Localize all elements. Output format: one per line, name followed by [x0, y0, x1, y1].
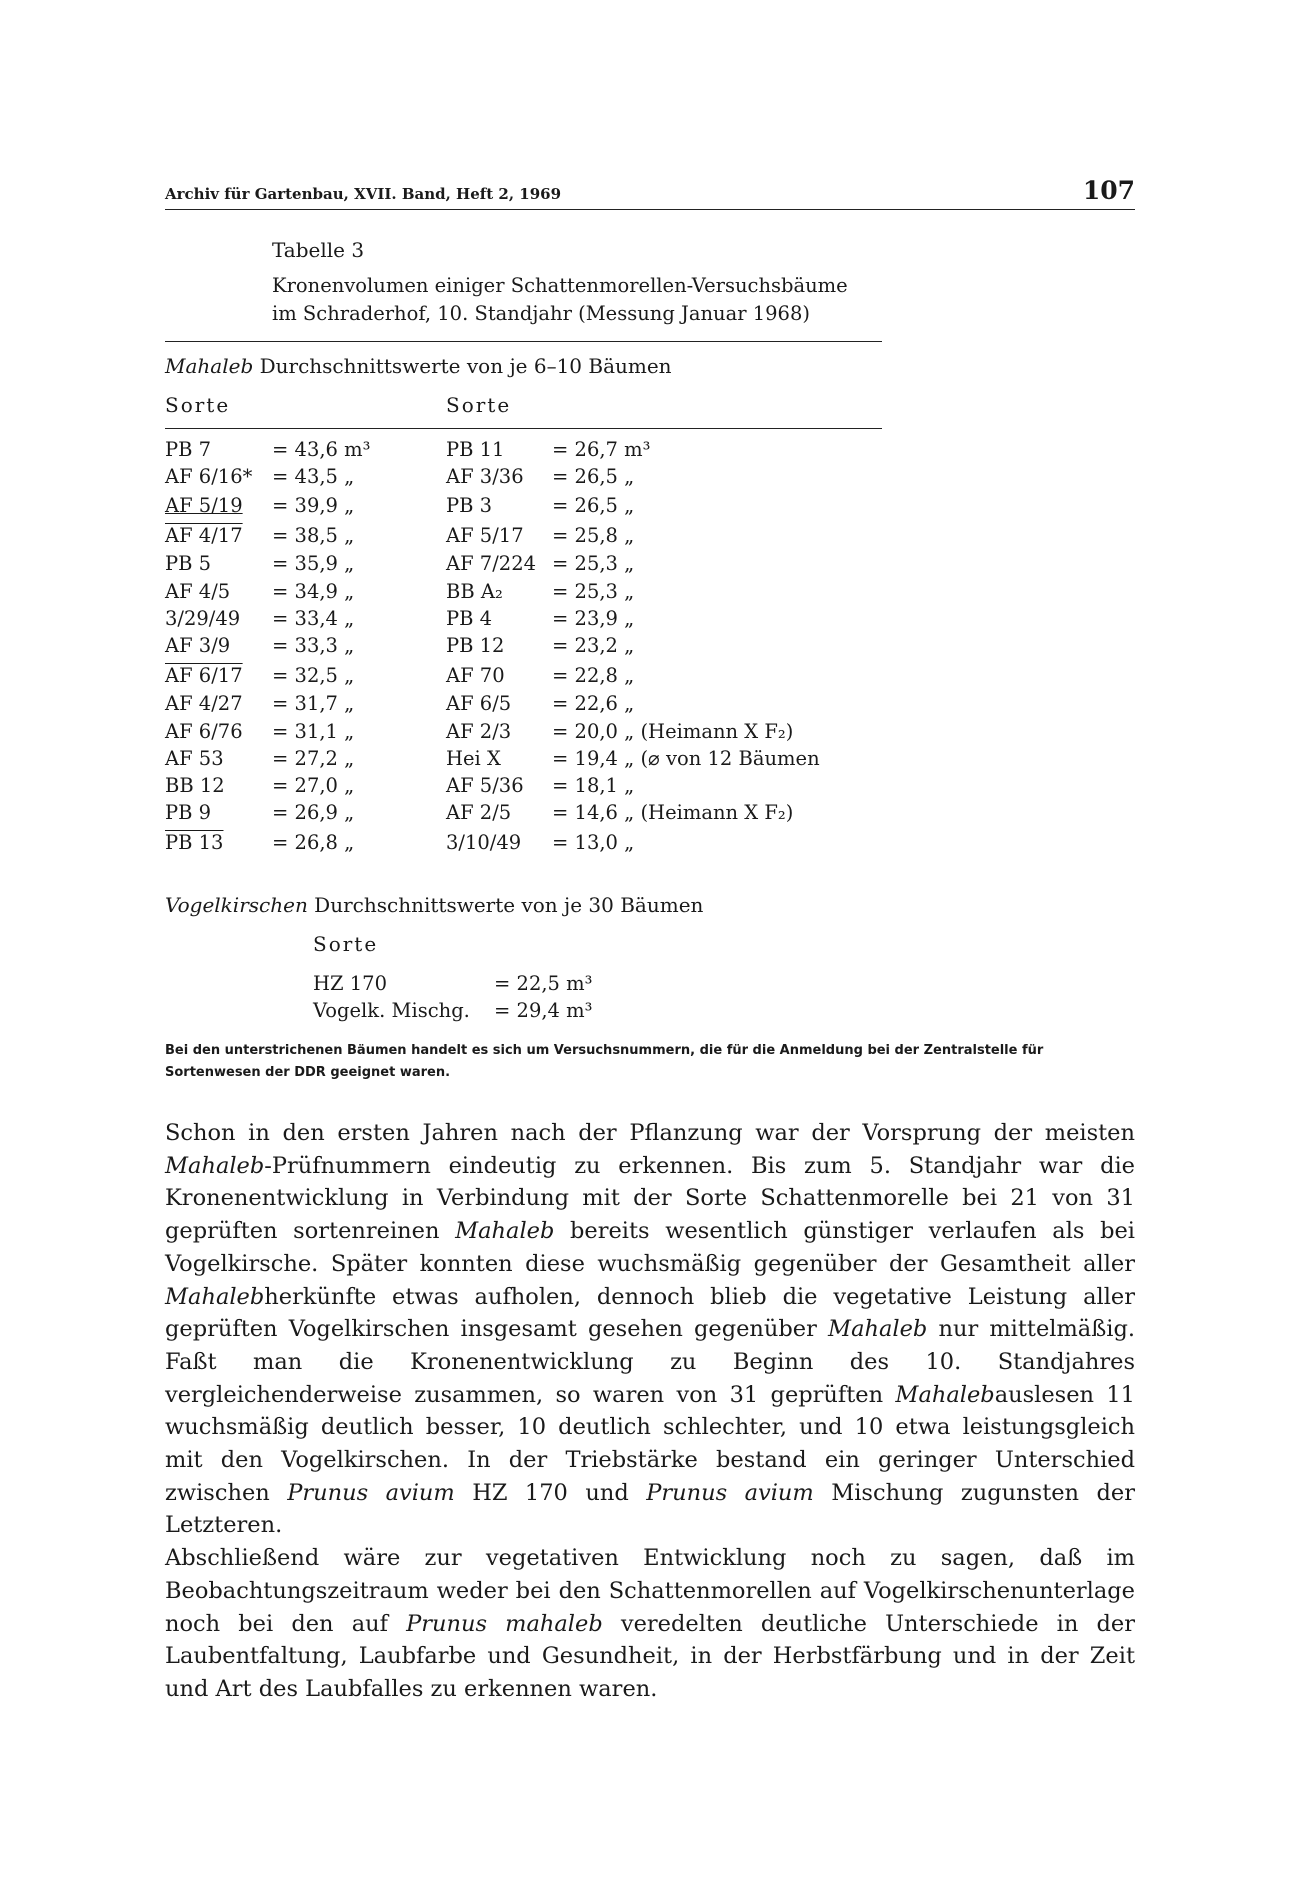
table-caption-line: im Schraderhof, 10. Standjahr (Messung Januar 1968)	[272, 302, 810, 325]
table-cell-sorte: AF 6/76	[165, 720, 243, 743]
journal-citation: Archiv für Gartenbau, XVII. Band, Heft 2, 1969	[165, 185, 562, 203]
table-cell-sorte: PB 4	[446, 607, 493, 630]
text-run: HZ 170 und	[454, 1479, 647, 1506]
text-run: veredelten deutliche Unterschiede in der Laubentfaltung, Laubfarbe und Gesundheit, in der Herbstfärbung und in der Zeit und Art des Laubfalles zu erkennen waren.	[165, 1610, 1135, 1702]
text-run: nur mittelmäßig. Faßt man die Kronenentwicklung zu Beginn des 10. Standjahres vergleichenderweise zusammen, so waren von 31 geprüften	[165, 1316, 1136, 1408]
table-cell-sorte: AF 53	[165, 747, 224, 770]
group-heading-text: Durchschnittswerte von je 30 Bäumen	[307, 893, 704, 917]
table-cell-volume: = 22,5 m³	[494, 972, 593, 995]
text-run: Abschließend wäre zur vegetativen Entwicklung noch zu sagen, daß im Beobachtungszeitraum weder bei den Schattenmorellen auf Vogelkirschenunterlage noch bei den auf	[165, 1545, 1135, 1637]
table-cell-volume: = 38,5 „	[272, 524, 355, 547]
table-footnote: Bei den unterstrichenen Bäumen handelt es sich um Versuchsnummern, die für die Anmeldung bei der Zentralstelle für Sortenwesen der DDR geeignet waren.	[165, 1043, 1044, 1080]
table-cell-volume: = 27,2 „	[272, 747, 355, 770]
table-cell-volume: = 26,7 m³	[552, 438, 651, 461]
group-heading-italic: Mahaleb	[165, 354, 254, 378]
text-run: Mischung zugunsten der Letzteren.	[165, 1479, 1135, 1539]
table-cell-volume: = 33,4 „	[272, 607, 355, 630]
table-cell-volume: = 43,5 „	[272, 465, 355, 488]
column-heading-vogelkirschen: Sorte	[313, 932, 379, 956]
table-cell-sorte: AF 7/224	[446, 552, 537, 575]
table-cell-volume: = 32,5 „	[272, 664, 355, 687]
table-cell-sorte: AF 6/16*	[165, 465, 253, 488]
table-cell-volume: = 27,0 „	[272, 774, 355, 797]
table-cell-sorte: PB 7	[165, 438, 212, 461]
table-cell-volume: = 25,3 „	[552, 580, 635, 603]
table-cell-sorte: AF 5/36	[446, 774, 524, 797]
mahaleb-group-heading	[165, 354, 672, 378]
page-number: 107	[1082, 176, 1135, 205]
table-cell-sorte: AF 6/5	[446, 692, 512, 715]
table-cell-sorte: PB 11	[446, 438, 505, 461]
table-cell-volume: = 34,9 „	[272, 580, 355, 603]
group-heading-italic: Vogelkirschen	[165, 893, 308, 917]
table-cell-sorte: AF 4/27	[165, 692, 243, 715]
table-cell-sorte: BB A₂	[446, 580, 503, 603]
table-cell-sorte: BB 12	[165, 774, 225, 797]
text-run: herkünfte etwas aufholen, dennoch blieb die vegetative Leistung aller geprüften Vogelkirschen insgesamt gesehen gegenüber	[165, 1283, 1135, 1343]
table-cell-sorte: AF 3/9	[165, 634, 231, 657]
table-cell-volume: = 18,1 „	[552, 774, 635, 797]
table-cell-sorte: AF 3/36	[446, 465, 524, 488]
table-cell-sorte: PB 5	[165, 552, 212, 575]
table-cell-volume: = 14,6 „ (Heimann X F₂)	[552, 801, 794, 824]
table-cell-sorte: AF 5/17	[446, 524, 524, 547]
italic-run: Mahaleb	[828, 1316, 928, 1343]
table-cell-volume: = 26,9 „	[272, 801, 355, 824]
paragraph	[165, 1117, 1135, 1542]
italic-run: Prunus avium	[287, 1479, 455, 1506]
table-cell-sorte: PB 12	[446, 634, 505, 657]
table-cell-sorte: PB 13	[165, 831, 224, 854]
table-cell-sorte: PB 3	[446, 494, 493, 517]
table-cell-volume: = 25,8 „	[552, 524, 635, 547]
table-cell-volume: = 35,9 „	[272, 552, 355, 575]
italic-run: Mahaleb	[165, 1283, 265, 1310]
table-cell-volume: = 26,8 „	[272, 831, 355, 854]
column-heading-left: Sorte	[165, 393, 231, 417]
table-cell-sorte: AF 4/17	[165, 524, 243, 547]
table-cell-volume: = 31,7 „	[272, 692, 355, 715]
text-run: Schon in den ersten Jahren nach der Pflanzung war der Vorsprung der meisten	[165, 1120, 1135, 1146]
table-cell-volume: = 22,8 „	[552, 664, 635, 687]
table-cell-sorte: PB 9	[165, 801, 212, 824]
column-heading-right: Sorte	[446, 393, 512, 417]
table-cell-sorte: HZ 170	[313, 972, 387, 995]
table-cell-volume: = 31,1 „	[272, 720, 355, 743]
italic-run: Mahaleb	[895, 1381, 995, 1408]
table-cell-sorte: AF 2/3	[446, 720, 512, 743]
italic-run: Mahaleb	[455, 1218, 555, 1245]
table-top-rule	[165, 341, 882, 342]
table-label: Tabelle 3	[272, 238, 365, 262]
table-cell-volume: = 20,0 „ (Heimann X F₂)	[552, 720, 794, 743]
vogelkirschen-group-heading	[165, 893, 703, 917]
running-head	[165, 175, 1135, 210]
table-cell-sorte: Hei X	[446, 747, 501, 770]
table-cell-volume: = 26,5 „	[552, 494, 635, 517]
group-heading-text: Durchschnittswerte von je 6–10 Bäumen	[253, 354, 672, 378]
table-cell-volume: = 25,3 „	[552, 552, 635, 575]
table-cell-volume: = 39,9 „	[272, 494, 355, 517]
table-cell-volume: = 19,4 „ (⌀ von 12 Bäumen	[552, 747, 820, 770]
table-caption	[272, 272, 972, 328]
table-cell-sorte: Vogelk. Mischg.	[313, 999, 470, 1022]
italic-run: Prunus avium	[646, 1479, 814, 1506]
table-cell-sorte: 3/29/49	[165, 607, 241, 630]
table-cell-volume: = 23,9 „	[552, 607, 635, 630]
text-run: auslesen 11 wuchsmäßig deutlich besser, 10 deutlich schlechter, und 10 etwa leistungsgleich mit den Vogelkirschen. In der Triebstärke bestand ein geringer Unterschied zwischen	[165, 1381, 1135, 1506]
body-text	[165, 1117, 1135, 1706]
table-cell-sorte: AF 70	[446, 664, 505, 687]
table-cell-volume: = 26,5 „	[552, 465, 635, 488]
table-cell-sorte: AF 2/5	[446, 801, 512, 824]
paragraph	[165, 1542, 1135, 1706]
table-cell-volume: = 29,4 m³	[494, 999, 593, 1022]
table-cell-volume: = 43,6 m³	[272, 438, 371, 461]
table-cell-volume: = 23,2 „	[552, 634, 635, 657]
table-cell-sorte: AF 5/19	[165, 494, 243, 517]
table-cell-volume: = 22,6 „	[552, 692, 635, 715]
italic-run: Prunus mahaleb	[406, 1610, 603, 1637]
table-header-rule	[165, 428, 882, 429]
table-cell-sorte: AF 4/5	[165, 580, 231, 603]
table-caption-line: Kronenvolumen einiger Schattenmorellen-Versuchsbäume	[272, 274, 848, 297]
italic-run: Mahaleb	[165, 1152, 265, 1179]
text-run: bereits wesentlich günstiger verlaufen als bei Vogelkirsche. Später konnten diese wuchsmäßig gegenüber der Gesamtheit aller	[165, 1218, 1135, 1277]
text-run: -Prüfnummern eindeutig zu erkennen. Bis zum 5. Standjahr war die Kronenentwicklung in Verbindung mit der Sorte Schattenmorelle bei 21 von 31 geprüften sortenreinen	[165, 1152, 1135, 1245]
table-cell-volume: = 33,3 „	[272, 634, 355, 657]
table-cell-sorte: 3/10/49	[446, 831, 522, 854]
table-cell-volume: = 13,0 „	[552, 831, 635, 854]
table-cell-sorte: AF 6/17	[165, 664, 243, 687]
